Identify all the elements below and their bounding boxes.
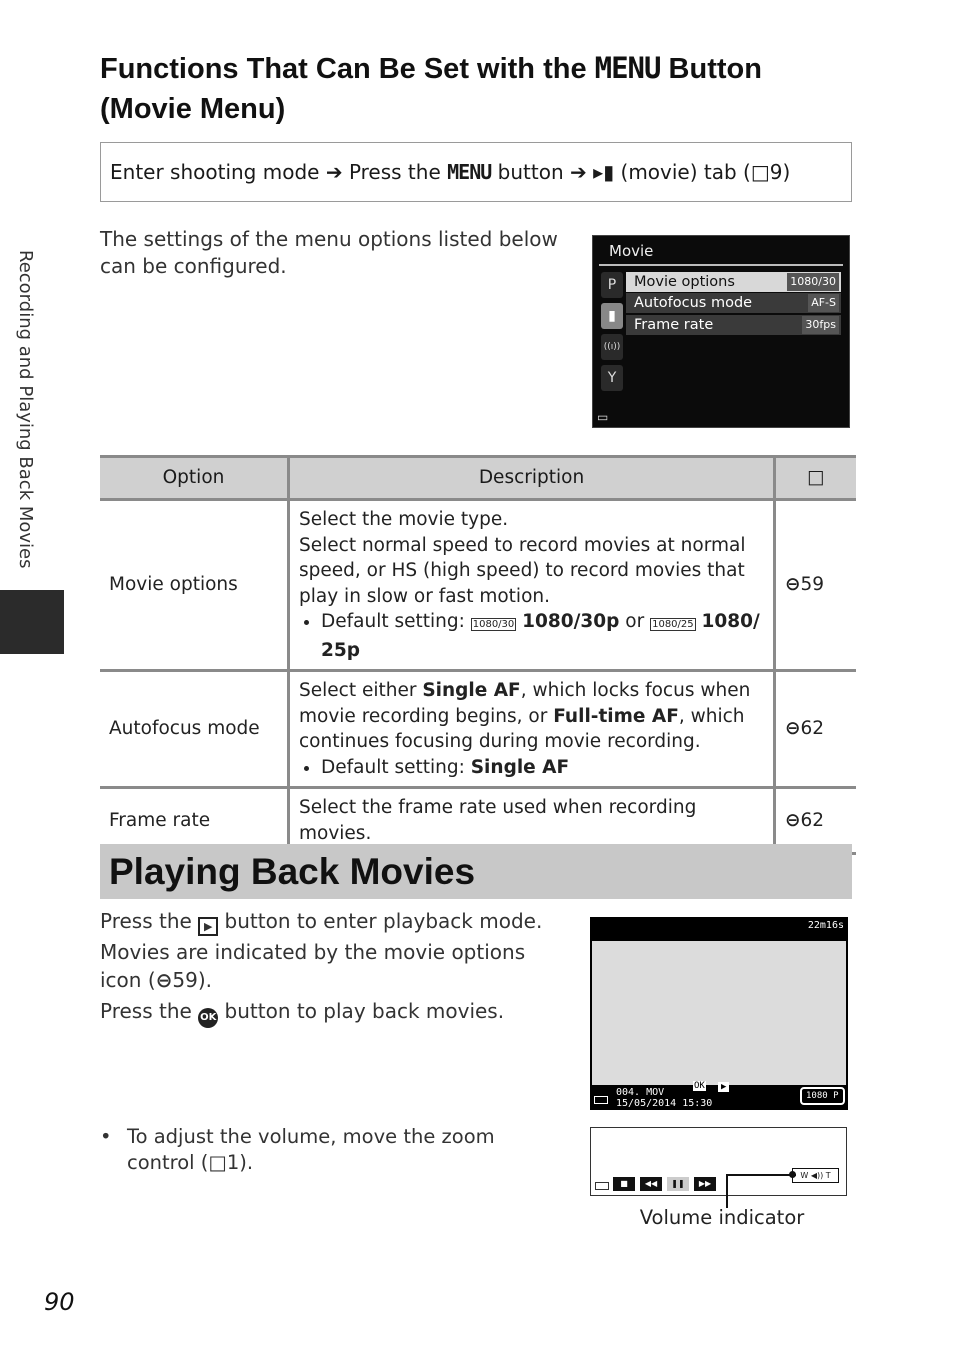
playback-button-icon: ▶	[198, 917, 218, 936]
autofocus-value: AF-S	[808, 294, 839, 312]
movie-1080-25-icon: 1080/25	[652, 619, 694, 630]
camera-playback-screenshot	[590, 917, 848, 1110]
battery-icon	[594, 1096, 608, 1104]
arrow-icon: ➔	[569, 160, 587, 184]
option-description	[289, 671, 775, 788]
menu-item-autofocus-mode[interactable]	[626, 293, 841, 313]
menu-item-movie-options[interactable]	[626, 272, 841, 292]
volume-note-text: To adjust the volume, move the zoom control (	[127, 1125, 495, 1174]
option-name: Autofocus mode	[100, 671, 289, 788]
playback-instructions	[100, 907, 570, 1028]
option-name: Frame rate	[100, 788, 289, 854]
description-text: , which locks focus when movie recording begins, or	[299, 680, 751, 727]
description-text: , which continues focusing during movie recording.	[299, 705, 745, 752]
page-heading	[100, 48, 860, 129]
option-description	[289, 500, 775, 671]
remaining-time: 22m16s	[807, 920, 844, 931]
menu-button-glyph: MENU	[447, 160, 492, 184]
reference-number: 62	[800, 718, 825, 740]
option-name: Movie options	[100, 500, 289, 671]
ok-icon: OK	[694, 1081, 705, 1091]
menu-button-glyph: MENU	[594, 51, 661, 85]
reference-number: 62	[800, 809, 825, 831]
fast-forward-button[interactable]: ▶▶	[694, 1177, 716, 1191]
menu-item-frame-rate[interactable]	[626, 315, 841, 335]
movie-quality-icon: 1080 P	[800, 1087, 845, 1105]
instruction-line	[100, 907, 570, 936]
playback-controls-screenshot	[590, 1127, 847, 1196]
bullet-bold: 1080/30p	[522, 611, 620, 632]
leader-dot	[789, 1171, 796, 1178]
chapter-title: Recording and Playing Back Movies	[15, 250, 36, 569]
volume-indicator[interactable]: W ◀)) T	[792, 1168, 839, 1183]
movie-tab-icon[interactable]: ▮	[601, 303, 623, 329]
instruction-line	[100, 997, 570, 1028]
volume-indicator-label: Volume indicator	[639, 1206, 805, 1229]
camera-menu-screenshot	[592, 235, 850, 428]
arrow-icon: ➔	[325, 160, 343, 184]
description-line: Select normal speed to record movies at normal speed, or HS (high speed) to record movies that play in slow or fast motion.	[299, 534, 746, 607]
book-reference-icon: □	[775, 457, 857, 500]
stop-button[interactable]: ■	[613, 1177, 635, 1191]
volume-note	[100, 1124, 560, 1176]
description-line: Select the movie type.	[299, 509, 509, 530]
instruction-text: Movies are indicated by the movie options icon (	[100, 940, 526, 992]
page-number: 90	[44, 1288, 75, 1316]
reference-section-icon: ⊖	[785, 809, 801, 831]
reference-section-icon: ⊖	[785, 574, 801, 596]
chapter-tab-marker	[0, 590, 64, 654]
book-reference-icon: □	[208, 1151, 227, 1174]
leader-line	[726, 1174, 796, 1176]
playback-image-area	[592, 941, 846, 1085]
bullet-text: or	[619, 611, 651, 632]
nav-step-button: button	[497, 160, 564, 184]
movie-options-value: 1080/30	[787, 273, 839, 291]
bullet-bold: 1080/ 25p	[321, 611, 760, 661]
photo-mode-tab-icon[interactable]: P	[601, 272, 623, 298]
description-bold: Full-time AF	[553, 705, 679, 727]
pause-button[interactable]: ❚❚	[667, 1177, 689, 1191]
frame-rate-value: 30fps	[802, 316, 839, 334]
bullet-bold: Single AF	[470, 756, 570, 778]
page-reference	[775, 500, 857, 671]
reference-number: 59	[800, 574, 825, 596]
instruction-text: button to enter playback mode.	[224, 909, 543, 933]
bullet-text: Default setting:	[321, 756, 471, 778]
play-icon: ▶	[718, 1082, 729, 1092]
navigation-path-box	[100, 142, 852, 202]
instruction-text: Press the	[100, 999, 192, 1023]
menu-item-label: Movie options	[634, 274, 735, 290]
date-time: 15/05/2014 15:30	[616, 1098, 713, 1109]
description-line	[299, 678, 764, 755]
menu-item-label: Frame rate	[634, 317, 714, 333]
chapter-side-label	[4, 250, 34, 580]
bullet-text: Default setting:	[321, 611, 471, 632]
column-header-option: Option	[100, 457, 289, 500]
file-name: 004. MOV	[616, 1087, 665, 1098]
nav-step-movie-tab: (movie) tab (	[620, 160, 751, 184]
heading-subtitle: (Movie Menu)	[100, 93, 286, 125]
nav-step-press: Press the	[348, 160, 441, 184]
movie-tab-icon: ▸▮	[593, 160, 615, 184]
description-text: Select either	[299, 680, 423, 701]
movie-menu-options-table	[100, 455, 856, 855]
nav-step-shooting: Enter shooting mode	[110, 160, 320, 184]
table-header-row	[100, 457, 856, 500]
default-setting-bullet	[321, 609, 764, 663]
nav-page-ref: 9)	[769, 160, 791, 184]
leader-line	[726, 1174, 728, 1208]
movie-1080-30-icon: 1080/30	[472, 619, 515, 630]
reference-section-icon: ⊖	[785, 718, 801, 740]
divider	[599, 264, 843, 266]
wireless-tab-icon[interactable]: ((ı))	[601, 334, 623, 360]
setup-tab-icon[interactable]: Y	[601, 365, 623, 391]
section-title: Playing Back Movies	[100, 844, 852, 899]
rewind-button[interactable]: ◀◀	[640, 1177, 662, 1191]
instruction-text: Press the	[100, 909, 192, 933]
instruction-line	[100, 938, 570, 994]
heading-text: Functions That Can Be Set with the	[100, 53, 595, 85]
intro-text: The settings of the menu options listed below can be configured.	[100, 227, 558, 278]
heading-text-end: Button	[660, 53, 762, 85]
camera-menu-title: Movie	[609, 242, 654, 260]
table-row	[100, 500, 856, 671]
bullet-dot: •	[100, 1125, 112, 1148]
page-reference	[775, 671, 857, 788]
menu-item-label: Autofocus mode	[634, 295, 753, 311]
column-header-description: Description	[289, 457, 775, 500]
table-row	[100, 671, 856, 788]
description-bold: Single AF	[422, 680, 521, 701]
ok-button-icon: OK	[198, 1008, 218, 1028]
reference-number: 59).	[172, 968, 212, 992]
reference-section-icon: ⊖	[155, 968, 173, 992]
battery-icon: ▭	[597, 410, 609, 424]
instruction-text: button to play back movies.	[224, 999, 505, 1023]
option-description: Select the frame rate used when recording movies.	[289, 788, 775, 854]
reference-number: 1).	[226, 1151, 254, 1174]
book-reference-icon: □	[750, 160, 770, 184]
battery-icon	[595, 1182, 609, 1190]
default-setting-bullet	[321, 755, 764, 781]
